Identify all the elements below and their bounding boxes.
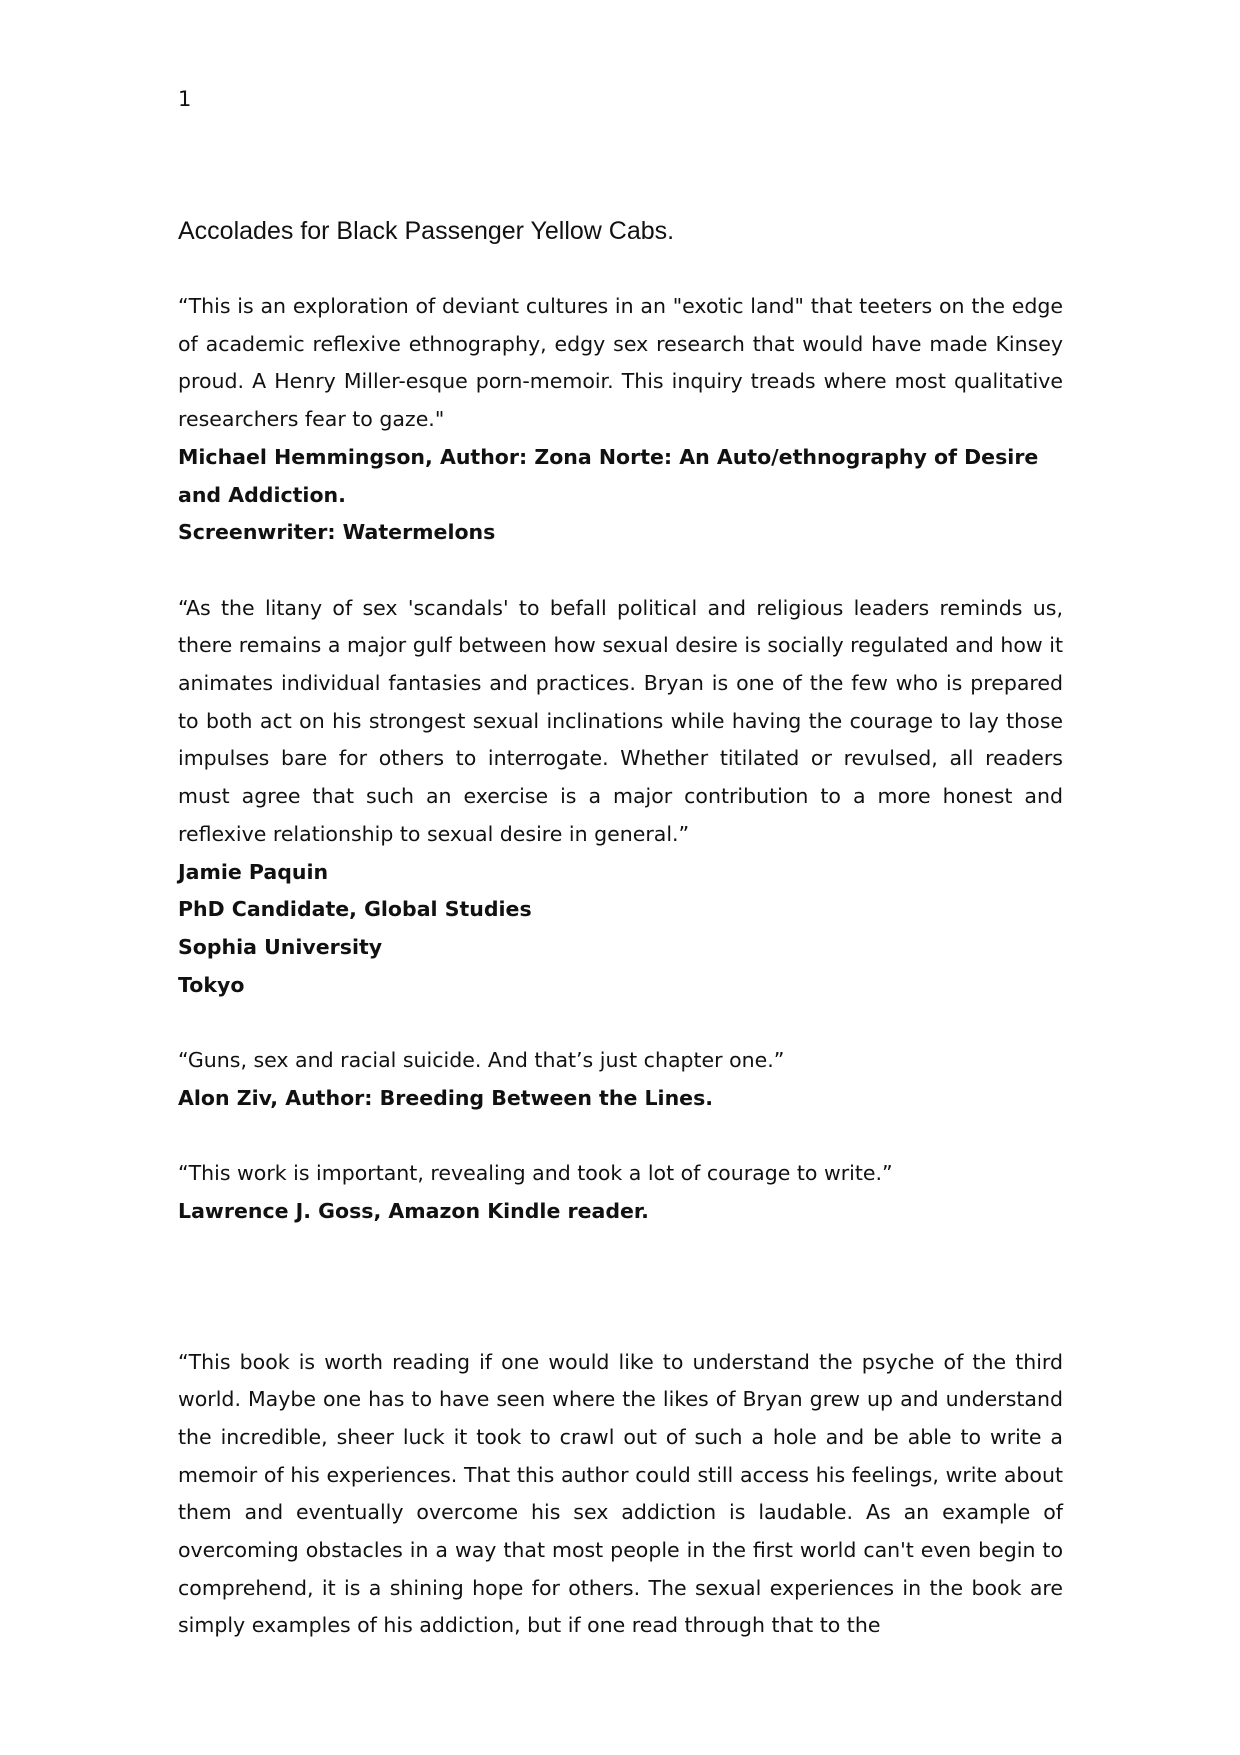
accolade-block [178,590,1063,1005]
accolade-quote: “This work is important, revealing and took a lot of courage to write.” [178,1161,893,1186]
accolade-block [178,1344,1063,1646]
document-title: Accolades for Black Passenger Yellow Cabs. [178,217,675,245]
accolade-attribution: Tokyo [178,972,245,997]
accolade-quote: “Guns, sex and racial suicide. And that’s just chapter one.” [178,1048,785,1073]
accolade-attribution: Jamie Paquin [178,859,329,884]
accolades-body [178,288,1063,1645]
accolade-attribution: Sophia University [178,934,383,959]
accolade-attribution: Alon Ziv, Author: Breeding Between the Lines. [178,1085,714,1110]
paragraph-spacer [178,1004,1063,1042]
accolade-attribution: PhD Candidate, Global Studies [178,897,532,922]
accolade-attribution: Screenwriter: Watermelons [178,520,496,545]
paragraph-spacer [178,1117,1063,1155]
accolade-quote: “This is an exploration of deviant cultures in an "exotic land" that teeters on the edge of academic reflexive ethnography, edgy sex research that would have made Kinsey proud. A Henry Miller-esque porn-memoir. This inquiry treads where most qualitative researchers fear to gaze." [178,294,1063,432]
page-number: 1 [178,87,192,111]
accolade-quote: “As the litany of sex 'scandals' to befall political and religious leaders reminds us, there remains a major gulf between how sexual desire is socially regulated and how it animates individual fantasies and practices. Bryan is one of the few who is prepared to both act on his strongest sexual inclinations while having the courage to lay those impulses bare for others to interrogate. Whether titilated or revulsed, all readers must agree that such an exercise is a major contribution to a more honest and reflexive relationship to sexual desire in general.” [178,595,1063,846]
accolade-block [178,288,1063,552]
accolade-quote: “This book is worth reading if one would like to understand the psyche of the third world. Maybe one has to have seen where the likes of Bryan grew up and understand the incredible, sheer luck it took to crawl out of such a hole and be able to write a memoir of his experiences. That this author could still access his feelings, write about them and eventually overcome his sex addiction is laudable. As an example of overcoming obstacles in a way that most people in the first world can't even begin to comprehend, it is a shining hope for others. The sexual experiences in the book are simply examples of his addiction, but if one read through that to the [178,1349,1063,1638]
accolade-attribution: Lawrence J. Goss, Amazon Kindle reader. [178,1198,649,1223]
accolade-block [178,1042,1063,1117]
paragraph-spacer [178,1231,1063,1344]
paragraph-spacer [178,552,1063,590]
accolade-attribution: Michael Hemmingson, Author: Zona Norte: An Auto/ethnography of Desire and Addiction. [178,444,1039,507]
accolade-block [178,1155,1063,1230]
